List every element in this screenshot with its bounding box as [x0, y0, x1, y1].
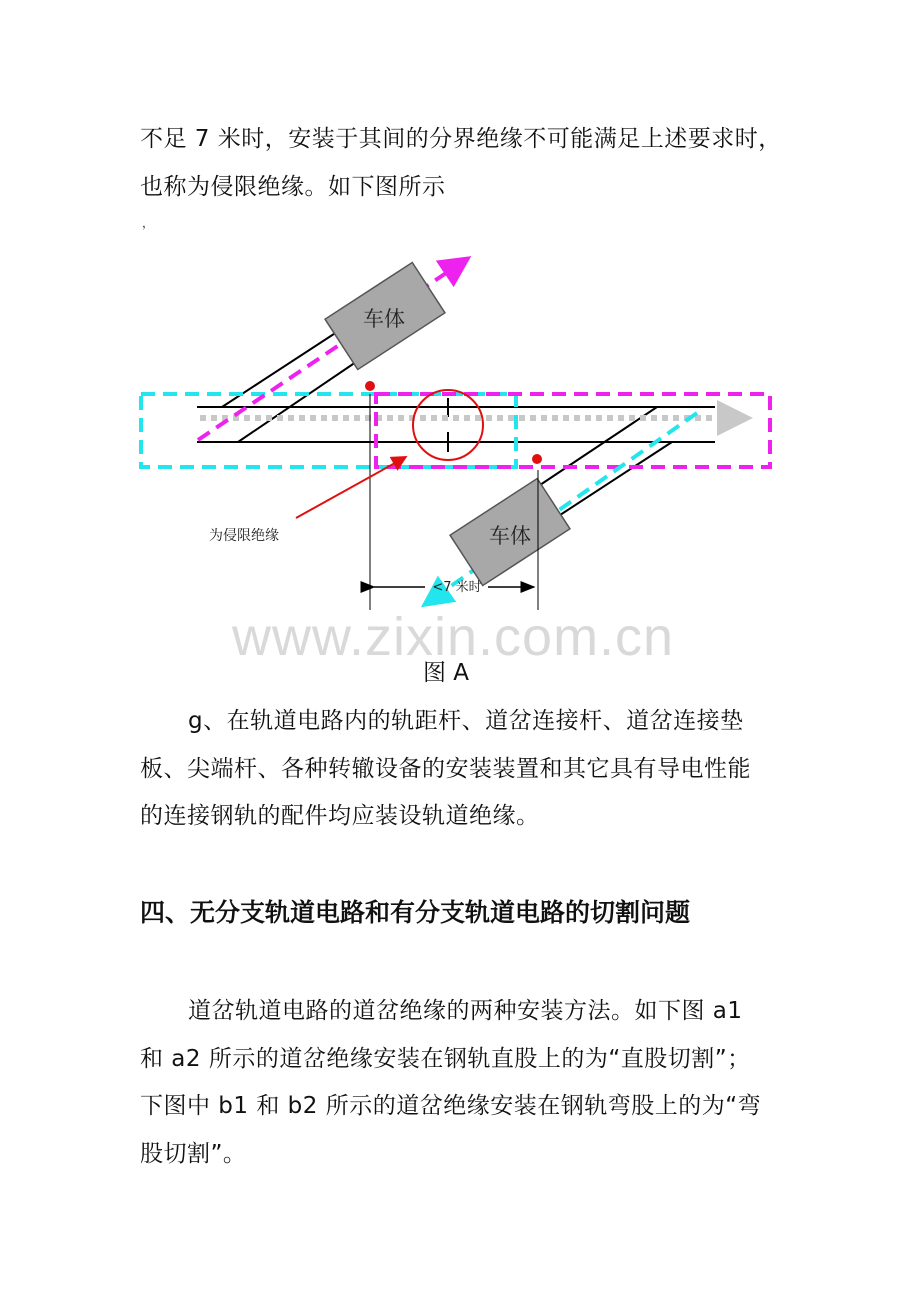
section-heading: 四、无分支轨道电路和有分支轨道电路的切割问题 — [140, 898, 691, 927]
para-g-line-2: 板、尖端杆、各种转辙设备的安装装置和其它具有导电性能 — [140, 756, 751, 782]
stray-mark: ， — [142, 216, 155, 230]
car-body-top — [325, 263, 445, 370]
red-dot-upper — [365, 381, 375, 391]
insulation-diagram — [0, 250, 920, 650]
intro-line-1: 不足 7 米时，安装于其间的分界绝缘不可能满足上述要求时， — [140, 126, 782, 152]
annotation-label: 为侵限绝缘 — [209, 528, 279, 544]
car-bottom-label: 车体 — [489, 524, 531, 548]
car-top-label: 车体 — [363, 307, 405, 331]
para-methods-line-1: 道岔轨道电路的道岔绝缘的两种安装方法。如下图 a1 — [188, 998, 743, 1024]
main-rails — [197, 407, 715, 442]
para-methods-line-4: 股切割”。 — [140, 1141, 247, 1167]
para-g-line-3: 的连接钢轨的配件均应装设轨道绝缘。 — [140, 803, 540, 829]
car-body-bottom — [450, 479, 570, 586]
para-methods-line-3: 下图中 b1 和 b2 所示的道岔绝缘安装在钢轨弯股上的为“弯 — [140, 1093, 762, 1119]
cyan-dashed-boundary — [141, 394, 516, 467]
dimension-label: <7 米时 — [432, 580, 482, 595]
red-dot-lower — [532, 454, 542, 464]
magenta-dashed-boundary — [376, 394, 770, 467]
para-methods-line-2: 和 a2 所示的道岔绝缘安装在钢轨直股上的为“直股切割”； — [140, 1046, 751, 1072]
intro-line-2: 也称为侵限绝缘。如下图所示 — [140, 174, 446, 200]
figure-caption: 图 A — [423, 660, 470, 686]
para-g-line-1: g、在轨道电路内的轨距杆、道岔连接杆、道岔连接垫 — [188, 708, 744, 734]
lower-branch-rails — [540, 407, 672, 517]
watermark: www.zixin.com.cn — [232, 607, 675, 667]
